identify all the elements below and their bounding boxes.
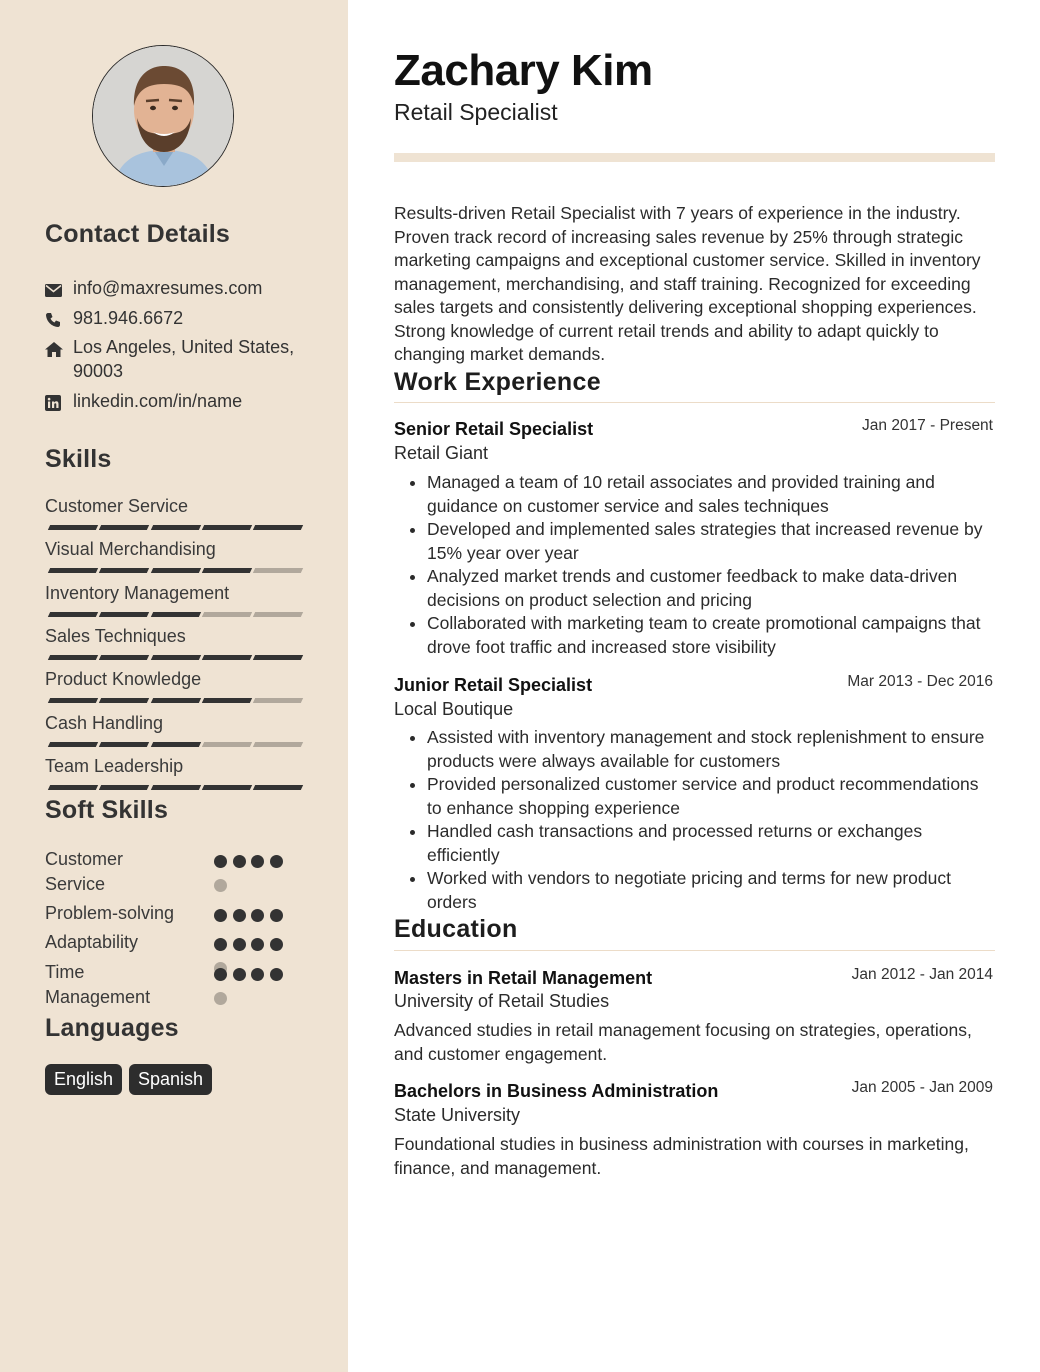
job-bullet: • Worked with vendors to negotiate pricing and terms for new product orders	[427, 867, 994, 914]
job-company: Retail Giant	[394, 443, 489, 463]
contact-address-text: Los Angeles, United States, 90003	[73, 337, 295, 381]
job-bullet: • Developed and implemented sales strategies that increased revenue by 15% year over year	[427, 518, 994, 565]
candidate-name: Zachary Kim	[394, 46, 653, 95]
school-name: State University	[394, 1105, 521, 1125]
skill-rating-segment	[253, 568, 303, 573]
contact-linkedin-text: linkedin.com/in/name	[73, 391, 243, 411]
skills-heading: Skills	[45, 445, 112, 473]
skill-rating-bar	[46, 568, 302, 573]
skill-rating-segment	[150, 655, 200, 660]
education-heading: Education	[394, 915, 518, 943]
job-bullet: • Collaborated with marketing team to create promotional campaigns that drove foot traffic and increased store visibility	[427, 612, 994, 659]
header-accent-bar	[394, 153, 995, 162]
phone-icon	[45, 310, 63, 326]
linkedin-icon	[45, 393, 63, 409]
skill-rating-bar	[46, 785, 302, 790]
skill-rating-segment	[150, 785, 200, 790]
rating-dot	[214, 855, 227, 868]
contact-phone	[45, 306, 305, 330]
skill-rating-segment	[253, 655, 303, 660]
skill-rating-segment	[99, 612, 149, 617]
skill-rating-segment	[202, 525, 252, 530]
soft-skill-item	[45, 960, 295, 1010]
skill-rating-segment	[253, 525, 303, 530]
rating-dot	[214, 968, 227, 981]
contact-phone-text: 981.946.6672	[73, 308, 184, 328]
soft-skill-item	[45, 930, 295, 955]
skill-rating-segment	[150, 742, 200, 747]
education-divider	[394, 950, 995, 951]
rating-dot	[233, 855, 246, 868]
home-icon	[45, 339, 63, 355]
skill-label: Visual Merchandising	[45, 539, 216, 559]
skill-rating-bar	[46, 698, 302, 703]
soft-skills-heading: Soft Skills	[45, 796, 169, 824]
rating-dot	[214, 992, 227, 1005]
skill-rating-segment	[202, 612, 252, 617]
summary-text: Results-driven Retail Specialist with 7 years of experience in the industry. Proven track record of increasing sales revenue by 25% through strategic marketing campaigns and exceptional customer service. Skilled in inventory management, merchandising, and staff training. Recognized for exceeding sales targets and consistently delivering exceptional shopping experiences. Strong knowledge of current retail trends and ability to adapt quickly to changing market demands.	[394, 203, 981, 364]
degree-description: Advanced studies in retail management focusing on strategies, operations, and customer engagement.	[394, 1020, 972, 1064]
candidate-title: Retail Specialist	[394, 99, 558, 125]
school-name: University of Retail Studies	[394, 991, 610, 1011]
job-bullet: • Handled cash transactions and processed returns or exchanges efficiently	[427, 820, 994, 867]
work-heading: Work Experience	[394, 368, 601, 396]
skill-label: Product Knowledge	[45, 669, 202, 689]
skill-rating-bar	[46, 655, 302, 660]
skill-rating-segment	[202, 785, 252, 790]
skill-label: Sales Techniques	[45, 626, 186, 646]
profile-photo	[92, 45, 234, 187]
job-bullet: • Analyzed market trends and customer feedback to make data-driven decisions on product selection and pricing	[427, 565, 994, 612]
rating-dot	[233, 909, 246, 922]
job-date: Mar 2013 - Dec 2016	[847, 673, 993, 690]
degree-date: Jan 2012 - Jan 2014	[851, 966, 993, 983]
skill-item	[45, 538, 305, 560]
skill-rating-segment	[99, 698, 149, 703]
contact-email	[45, 276, 305, 300]
rating-dot	[270, 855, 283, 868]
language-badge: Spanish	[129, 1064, 212, 1095]
rating-dot	[214, 879, 227, 892]
soft-skill-item	[45, 847, 295, 897]
skill-rating-segment	[202, 655, 252, 660]
rating-dot	[233, 968, 246, 981]
rating-dot	[233, 938, 246, 951]
skill-rating-segment	[150, 612, 200, 617]
skill-rating-segment	[253, 742, 303, 747]
envelope-icon	[45, 280, 63, 296]
skill-rating-segment	[202, 742, 252, 747]
skill-rating-bar	[46, 525, 302, 530]
job-date: Jan 2017 - Present	[862, 417, 993, 434]
skill-label: Team Leadership	[45, 756, 184, 776]
skill-rating-segment	[253, 785, 303, 790]
skill-item	[45, 668, 305, 690]
contact-heading: Contact Details	[45, 220, 230, 248]
skill-rating-segment	[48, 655, 98, 660]
skill-rating-segment	[150, 568, 200, 573]
job-bullets	[394, 471, 994, 659]
job-bullet: • Provided personalized customer service and product recommendations to enhance shopping experience	[427, 773, 994, 820]
job-bullets	[394, 726, 994, 914]
rating-dot	[251, 909, 264, 922]
skill-rating-segment	[253, 698, 303, 703]
rating-dot	[214, 938, 227, 951]
job-bullet: • Managed a team of 10 retail associates and provided training and guidance on customer service and sales techniques	[427, 471, 994, 518]
contact-address	[45, 335, 305, 383]
job-title: Junior Retail Specialist	[394, 675, 593, 695]
skill-rating-segment	[48, 525, 98, 530]
skill-rating-segment	[48, 742, 98, 747]
soft-skill-label: Customer Service	[45, 849, 124, 894]
degree-title: Bachelors in Business Administration	[394, 1081, 719, 1101]
rating-dot	[214, 909, 227, 922]
skill-rating-segment	[253, 612, 303, 617]
language-badge: English	[45, 1064, 122, 1095]
rating-dot	[251, 938, 264, 951]
skill-rating-segment	[48, 698, 98, 703]
skill-rating-segment	[99, 568, 149, 573]
skill-item	[45, 625, 305, 647]
job-company: Local Boutique	[394, 699, 514, 719]
rating-dot	[270, 909, 283, 922]
skill-rating-segment	[48, 612, 98, 617]
degree-date: Jan 2005 - Jan 2009	[851, 1079, 993, 1096]
skill-item	[45, 712, 305, 734]
skill-rating-bar	[46, 742, 302, 747]
skill-rating-segment	[99, 655, 149, 660]
skill-rating-segment	[99, 785, 149, 790]
soft-skill-label: Adaptability	[45, 932, 139, 952]
job-bullet: • Assisted with inventory management and stock replenishment to ensure products were always available for customers	[427, 726, 994, 773]
skill-label: Customer Service	[45, 496, 189, 516]
skill-label: Inventory Management	[45, 583, 230, 603]
soft-skill-rating	[213, 968, 293, 1008]
skill-rating-segment	[99, 742, 149, 747]
sidebar	[0, 0, 348, 1372]
skill-label: Cash Handling	[45, 713, 164, 733]
skill-rating-segment	[150, 525, 200, 530]
rating-dot	[270, 968, 283, 981]
contact-email-text: info@maxresumes.com	[73, 278, 263, 298]
skill-rating-segment	[48, 568, 98, 573]
soft-skill-label: Time Management	[45, 962, 151, 1007]
skill-rating-segment	[150, 698, 200, 703]
rating-dot	[270, 938, 283, 951]
soft-skill-rating	[213, 855, 293, 895]
languages-heading: Languages	[45, 1014, 179, 1042]
skill-rating-segment	[202, 698, 252, 703]
soft-skill-item	[45, 901, 295, 926]
contact-linkedin	[45, 389, 305, 413]
skill-rating-segment	[48, 785, 98, 790]
degree-description: Foundational studies in business administration with courses in marketing, finance, and management.	[394, 1134, 969, 1178]
skill-rating-segment	[202, 568, 252, 573]
degree-title: Masters in Retail Management	[394, 968, 653, 988]
job-title: Senior Retail Specialist	[394, 419, 594, 439]
rating-dot	[251, 968, 264, 981]
work-divider	[394, 402, 995, 403]
skill-rating-segment	[99, 525, 149, 530]
skill-item	[45, 582, 305, 604]
skill-item	[45, 495, 305, 517]
skill-rating-bar	[46, 612, 302, 617]
soft-skill-label: Problem-solving	[45, 903, 175, 923]
rating-dot	[251, 855, 264, 868]
skill-item	[45, 755, 305, 777]
